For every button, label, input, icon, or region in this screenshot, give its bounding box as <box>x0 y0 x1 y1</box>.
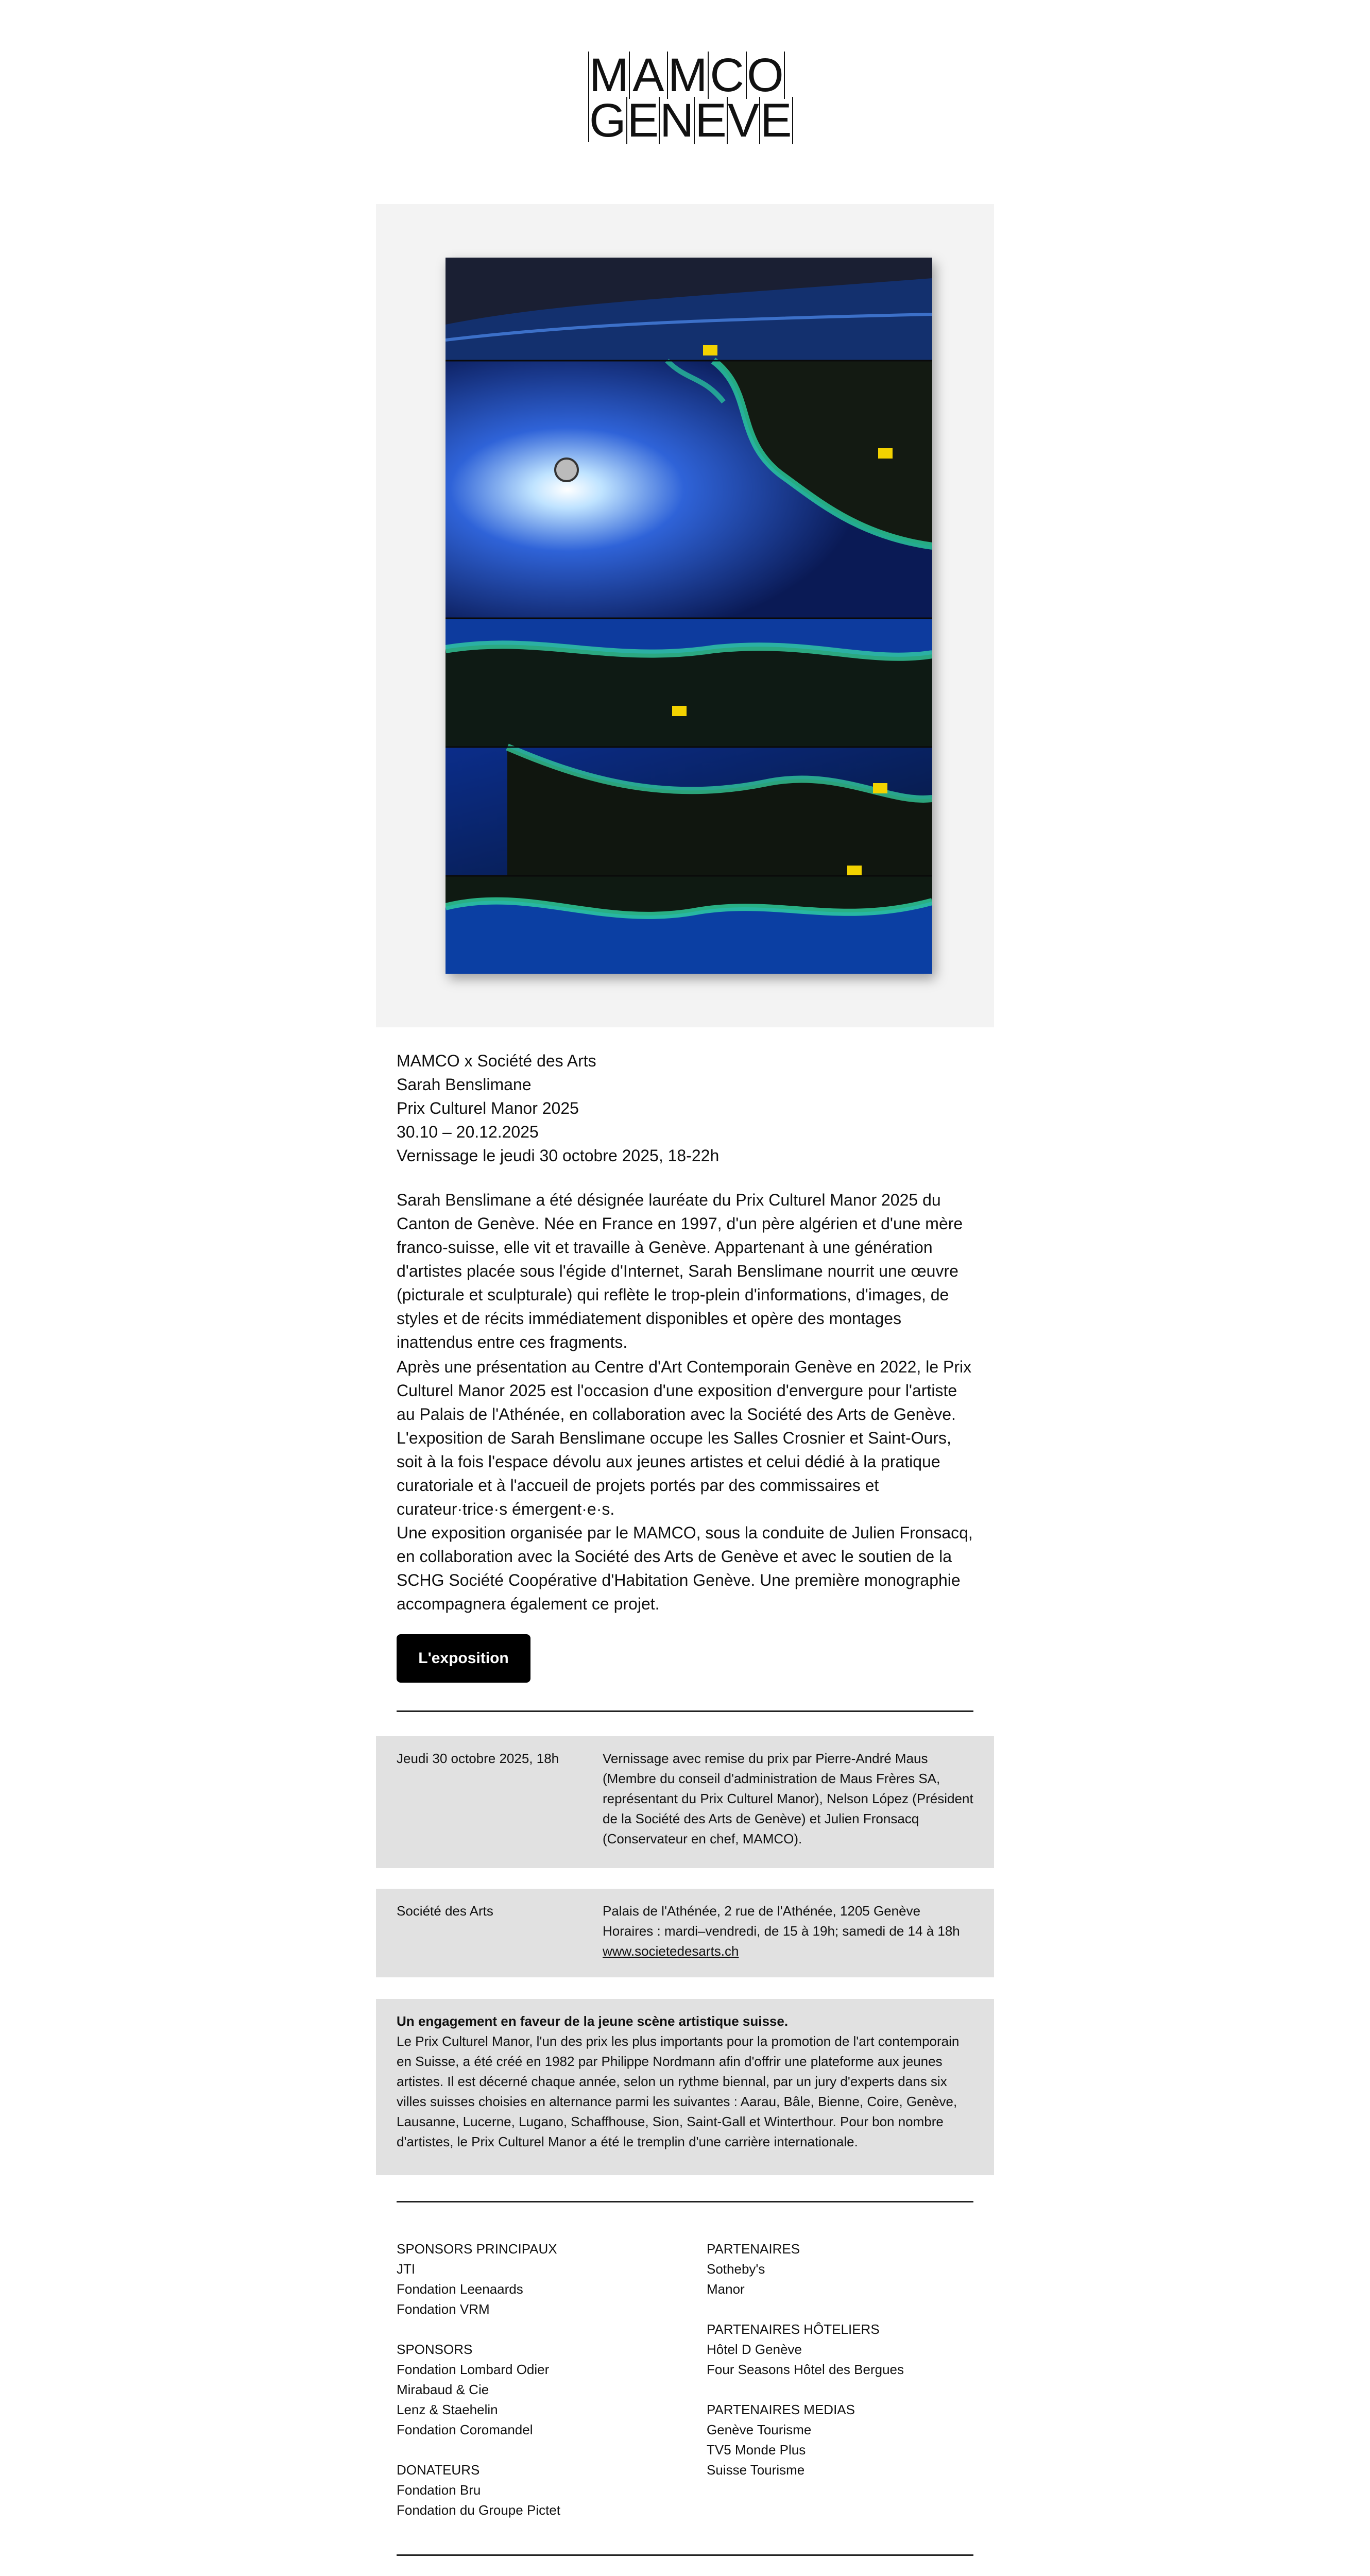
venue-box <box>376 1889 994 1977</box>
sponsor-item: Fondation VRM <box>397 2301 490 2317</box>
logo-letter: V <box>727 94 760 147</box>
logo-letter: O <box>747 52 785 99</box>
logo-letter: C <box>709 52 747 99</box>
intro-block <box>397 1049 973 1167</box>
artist-name: Sarah Benslimane <box>397 1075 532 1094</box>
sponsor-item: Fondation Coromandel <box>397 2422 533 2437</box>
partner-item: Manor <box>707 2281 745 2297</box>
paragraph-2: Après une présentation au Centre d'Art Contemporain Genève en 2022, le Prix Culturel Manor 2025 est l'occasion d'une exposition d'envergure pour l'artiste au Palais de l'Athénée, en collaboration avec la Société des Arts de Genève. L'exposition de Sarah Benslimane occupe les Salles Crosnier et Saint-Ours, soit à la fois l'espace dévolu aux jeunes artistes et celui dédié à la pratique curatoriale et à l'accueil de projets portés par des commissaires et curateur·trice·s émergent·e·s. <box>397 1358 972 1518</box>
partner-item: Sotheby's <box>707 2261 765 2277</box>
venue-website-link[interactable]: www.societedesarts.ch <box>603 1943 739 1959</box>
sponsor-heading: SPONSORS PRINCIPAUX <box>397 2241 557 2257</box>
artwork-svg <box>446 258 932 974</box>
sponsor-item: Fondation Lombard Odier <box>397 2362 550 2377</box>
divider <box>397 2201 973 2202</box>
exhibition-button[interactable]: L'exposition <box>397 1634 530 1683</box>
divider <box>397 1710 973 1712</box>
sponsor-item: JTI <box>397 2261 416 2277</box>
event-description: Vernissage avec remise du prix par Pierre-André Maus (Membre du conseil d'administration de Maus Frères SA, représentant du Prix Culturel Manor), Nelson López (Président de la Société des Arts de Genève) et Julien Fronsacq (Conservateur en chef, MAMCO). <box>603 1751 973 1846</box>
sponsor-item: Fondation Leenaards <box>397 2281 523 2297</box>
sponsor-item: Lenz & Staehelin <box>397 2402 498 2417</box>
event-box <box>376 1736 994 1868</box>
partner-item: Genève Tourisme <box>707 2422 812 2437</box>
vernissage-line: Vernissage le jeudi 30 octobre 2025, 18-22h <box>397 1146 720 1165</box>
venue-hours: Horaires : mardi–vendredi, de 15 à 19h; samedi de 14 à 18h <box>603 1923 960 1939</box>
logo-letter: G <box>589 94 626 147</box>
intro-line: MAMCO x Société des Arts <box>397 1052 596 1070</box>
logo-letter: N <box>659 94 694 147</box>
logo-letter: A <box>630 52 668 99</box>
header-logo[interactable] <box>588 49 792 147</box>
artwork-image[interactable] <box>446 258 932 974</box>
partner-heading: PARTENAIRES <box>707 2241 800 2257</box>
logo-letter: M <box>589 49 629 101</box>
prize-name: Prix Culturel Manor 2025 <box>397 1099 579 1117</box>
paragraph-1: Sarah Benslimane a été désignée lauréate du Prix Culturel Manor 2025 du Canton de Genève. Née en France en 1997, d'un père algérien et d'une mère franco-suisse, elle vit et travaille à Genève. Appartenant à une génération d'artistes placée sous l'égide d'Internet, Sarah Benslimane nourrit une œuvre (picturale et sculpturale) qui reflète le trop-plein d'informations, d'images, de styles et de récits immédiatement disponibles et opère des montages inattendus entre ces fragments. <box>397 1191 963 1351</box>
partner-heading: PARTENAIRES HÔTELIERS <box>707 2321 880 2337</box>
engagement-body: Le Prix Culturel Manor, l'un des prix les plus importants pour la promotion de l'art contemporain en Suisse, a été créé en 1982 par Philippe Nordmann afin d'offrir une plateforme aux jeunes artistes. Il est décerné chaque année, selon un rythme biennal, par un jury d'experts dans six villes suisses choisies en alternance parmi les suivantes : Aarau, Bâle, Bienne, Coire, Genève, Lausanne, Lucerne, Lugano, Schaffhouse, Sion, Saint-Gall et Winterthour. Pour bon nombre d'artistes, le Prix Culturel Manor a été le tremplin d'une carrière internationale. <box>397 2033 960 2149</box>
sponsors-right-column <box>707 2239 974 2480</box>
venue-address: Palais de l'Athénée, 2 rue de l'Athénée, 1205 Genève <box>603 1903 921 1919</box>
logo-letter: E <box>695 94 727 147</box>
engagement-box <box>376 1999 994 2175</box>
sponsors-left-column <box>397 2239 685 2520</box>
sponsor-item: Fondation du Groupe Pictet <box>397 2502 560 2518</box>
logo-letter: M <box>667 49 708 101</box>
logo-letter: E <box>627 94 659 147</box>
partner-item: TV5 Monde Plus <box>707 2442 806 2458</box>
sponsor-item: Mirabaud & Cie <box>397 2382 489 2397</box>
event-date: Jeudi 30 octobre 2025, 18h <box>397 1751 559 1766</box>
partner-item: Four Seasons Hôtel des Bergues <box>707 2362 904 2377</box>
venue-name: Société des Arts <box>397 1903 493 1919</box>
paragraph-3: Une exposition organisée par le MAMCO, sous la conduite de Julien Fronsacq, en collaboration avec la Société des Arts de Genève et avec le soutien de la SCHG Société Coopérative d'Habitation Genève. Une première monographie accompagnera également ce projet. <box>397 1523 973 1613</box>
engagement-title: Un engagement en faveur de la jeune scène artistique suisse. <box>397 2013 789 2029</box>
sponsor-heading: DONATEURS <box>397 2462 480 2478</box>
sponsor-heading: SPONSORS <box>397 2342 473 2357</box>
partner-heading: PARTENAIRES MEDIAS <box>707 2402 855 2417</box>
logo-letter: E <box>760 94 792 147</box>
divider <box>397 2554 973 2556</box>
partner-item: Hôtel D Genève <box>707 2342 802 2357</box>
exhibition-dates: 30.10 – 20.12.2025 <box>397 1123 539 1141</box>
partner-item: Suisse Tourisme <box>707 2462 805 2478</box>
sponsor-item: Fondation Bru <box>397 2482 481 2498</box>
